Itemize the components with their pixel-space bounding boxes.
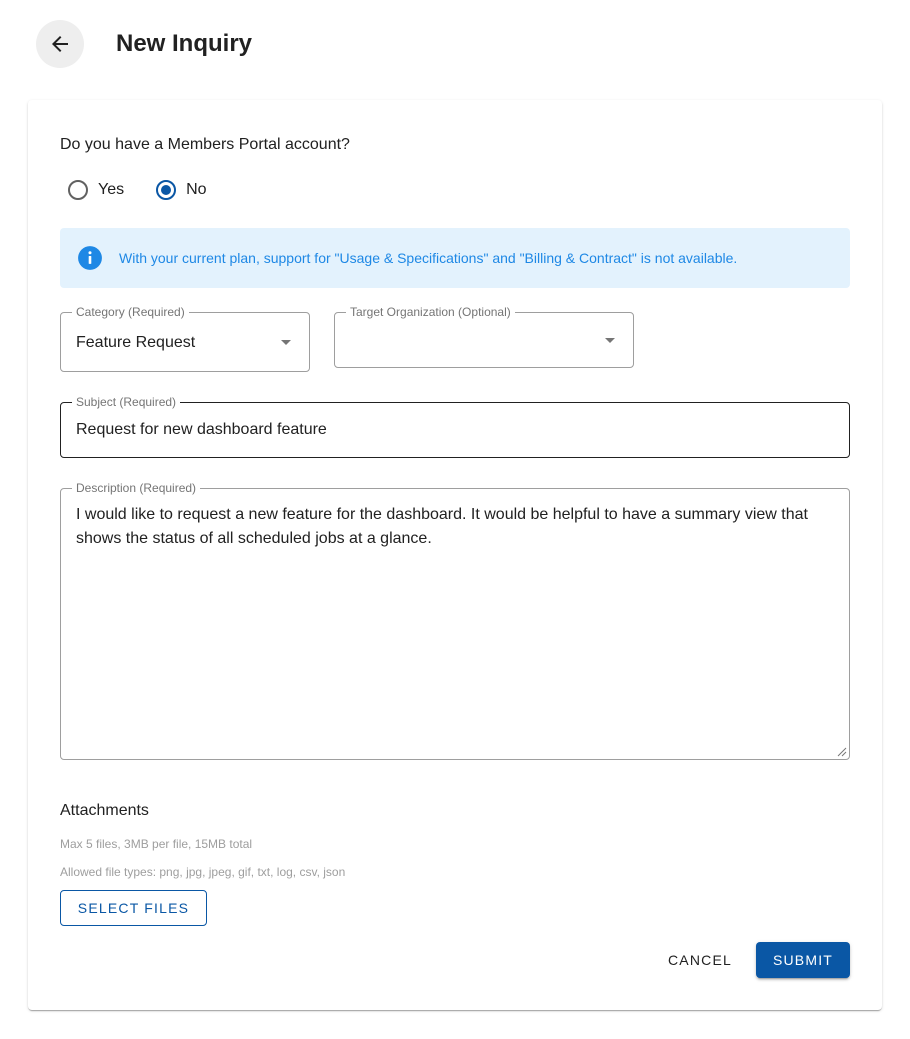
radio-dot — [161, 185, 171, 195]
plan-info-alert — [60, 228, 850, 288]
page-header — [36, 20, 252, 68]
subject-label: Subject (Required) — [72, 395, 180, 409]
description-value: I would like to request a new feature for the dashboard. It would be helpful to have a summary view that shows the status of all scheduled jobs at a glance. — [76, 506, 808, 547]
radio-option-no[interactable] — [156, 180, 206, 200]
arrow-left-icon — [48, 32, 72, 56]
radio-label-no: No — [186, 181, 207, 198]
inquiry-form-card — [28, 100, 882, 1010]
radio-unchecked-icon[interactable] — [68, 180, 88, 200]
dropdown-arrow-icon — [605, 338, 615, 343]
target-organization-select[interactable] — [334, 305, 634, 368]
resize-grip-icon[interactable] — [837, 747, 847, 757]
subject-field[interactable] — [60, 395, 850, 458]
attachments-types-hint: Allowed file types: png, jpg, jpeg, gif, txt, log, csv, json — [60, 865, 346, 879]
dropdown-arrow-icon — [281, 340, 291, 345]
select-files-button[interactable]: SELECT FILES — [60, 890, 207, 926]
radio-checked-icon[interactable] — [156, 180, 176, 200]
target-organization-label: Target Organization (Optional) — [346, 305, 515, 319]
attachments-title: Attachments — [60, 802, 149, 819]
info-alert-text: With your current plan, support for "Usage & Specifications" and "Billing & Contract" is not available. — [119, 250, 738, 266]
subject-value: Request for new dashboard feature — [76, 421, 327, 438]
account-radio-group — [68, 180, 207, 200]
radio-label-yes: Yes — [98, 181, 125, 198]
category-value: Feature Request — [76, 334, 196, 351]
description-label: Description (Required) — [72, 481, 200, 495]
attachments-limits-hint: Max 5 files, 3MB per file, 15MB total — [60, 837, 253, 851]
account-question: Do you have a Members Portal account? — [60, 136, 350, 153]
submit-button[interactable]: SUBMIT — [756, 942, 850, 978]
description-field[interactable] — [60, 481, 850, 760]
page-title: New Inquiry — [116, 30, 253, 57]
info-icon — [77, 245, 103, 271]
category-label: Category (Required) — [72, 305, 189, 319]
radio-option-yes[interactable] — [68, 180, 124, 200]
back-button[interactable] — [36, 20, 84, 68]
cancel-button[interactable]: CANCEL — [668, 952, 732, 968]
category-select[interactable] — [60, 305, 310, 372]
